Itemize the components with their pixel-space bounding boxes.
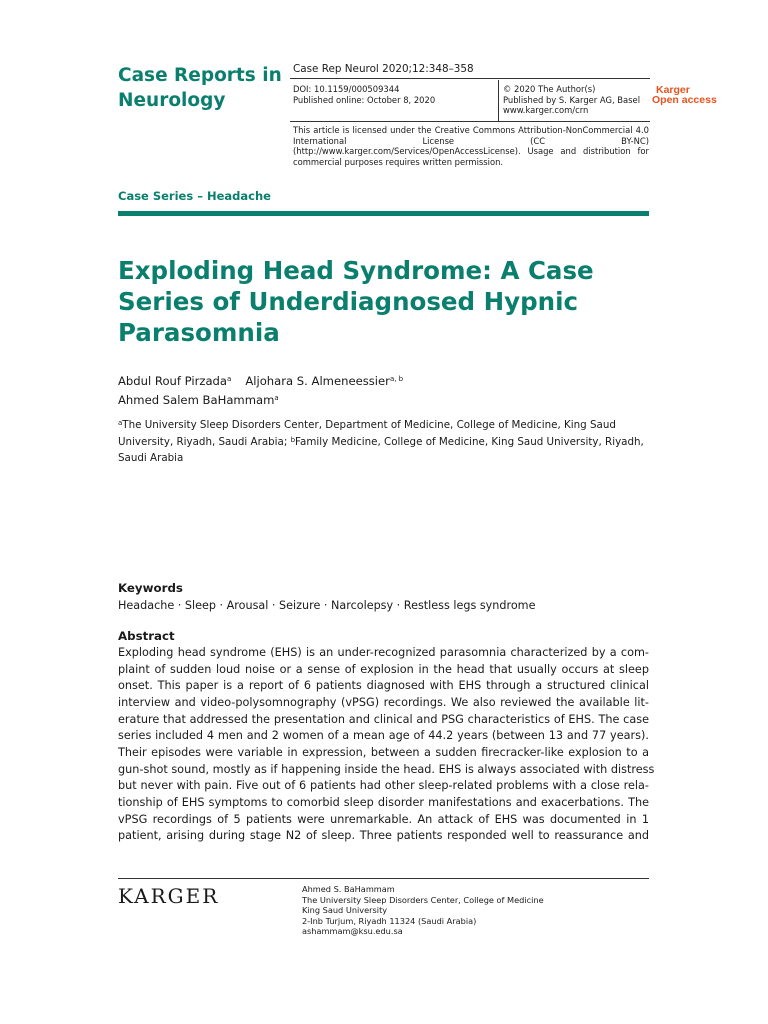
copyright-block [503,84,640,116]
abstract-line: Exploding head syndrome (EHS) is an under-recognized parasomnia characterized by a com- [118,646,649,659]
header-rule-top [290,78,650,79]
authors [118,372,658,410]
publisher: Published by S. Karger AG, Basel [503,94,641,105]
correspondence-name: Ahmed S. BaHammam [302,884,395,894]
correspondence-email[interactable]: ashammam@ksu.edu.sa [302,926,403,936]
correspondence-line: King Saud University [302,905,388,915]
section-label: Case Series – Headache [118,189,271,203]
published-date: Published online: October 8, 2020 [293,94,436,105]
abstract-line: plaint of sudden loud noise or a sense of explosion in the head that usually occurs at sleep [118,662,649,676]
citation: Case Rep Neurol 2020;12:348–358 [293,63,474,75]
author: Aljohara S. Almeneessier$^{a, b}$ [245,374,404,388]
author: Ahmed Salem BaHammam$^a$ [118,393,279,407]
copyright: © 2020 The Author(s) [503,84,596,94]
doi[interactable]: DOI: 10.1159/000509344 [293,84,400,94]
header-divider [498,80,499,121]
abstract-heading: Abstract [118,629,175,643]
correspondence-block [302,884,602,937]
abstract-line: erature that addressed the presentation and clinical and PSG characteristics of EHS. The case [118,712,649,726]
license-text: This article is licensed under the Creative Commons Attribution-NonCommercial 4.0 International License (CC BY-NC) (http://www.karger.com/Services/OpenAccessLicense). Usage and distribution for commercial purposes requires written permission. [293,125,649,167]
abstract-line: onset. This paper is a report of 6 patients diagnosed with EHS through a structured clinical [118,679,649,693]
doi-block [293,84,435,105]
author: Abdul Rouf Pirzada$^a$ [118,374,232,388]
section-bar [118,211,649,216]
keywords-list: Headache · Sleep · Arousal · Seizure · Narcolepsy · Restless legs syndrome [118,599,536,612]
abstract-line: but never with pain. Five out of 6 patients had other sleep-related problems with a close rela- [118,779,649,793]
correspondence-line: The University Sleep Disorders Center, College of Medicine [302,894,544,905]
abstract-body [118,645,655,845]
abstract-line: gun-shot sound, mostly as if happening inside the head. EHS is always associated with distress [118,762,655,776]
header-rule-mid [290,121,650,122]
abstract-line: Their episodes were variable in expression, between a sudden firecracker-like explosion to a [118,746,649,760]
keywords-heading: Keywords [118,581,183,595]
website-link[interactable]: www.karger.com/crn [503,105,589,116]
karger-open-access-logo [652,85,722,105]
affiliations: $^a$The University Sleep Disorders Center, Department of Medicine, College of Medicine, King Saud University, Riyadh, Saudi Arabia; $^b$Family Medicine, College of Medicine, King Saud University, Riyadh, Saudi Arabia [118,419,644,465]
correspondence-line: 2-Inb Turjum, Riyadh 11324 (Saudi Arabia) [302,915,477,926]
journal-title: Case Reports in Neurology [118,65,282,111]
logo-karger-text: Karger [656,84,690,96]
abstract-line: patient, arising during stage N2 of sleep. Three patients responded well to reassurance and [118,829,649,843]
footer-rule [118,878,649,879]
article-title: Exploding Head Syndrome: A Case Series of Underdiagnosed Hypnic Parasomnia [118,256,594,347]
logo-open-access-text: Open access [652,94,717,106]
abstract-line: interview and video-polysomnography (vPSG) recordings. We also reviewed the available lit- [118,696,649,710]
abstract-line: vPSG recordings of 5 patients were unremarkable. An attack of EHS was documented in 1 [118,812,649,826]
karger-wordmark: KARGER [118,884,220,908]
abstract-line: series included 4 men and 2 women of a mean age of 44.2 years (between 13 and 77 years). [118,729,649,743]
abstract-line: tionship of EHS symptoms to comorbid sleep disorder manifestations and exacerbations. The [118,796,649,810]
